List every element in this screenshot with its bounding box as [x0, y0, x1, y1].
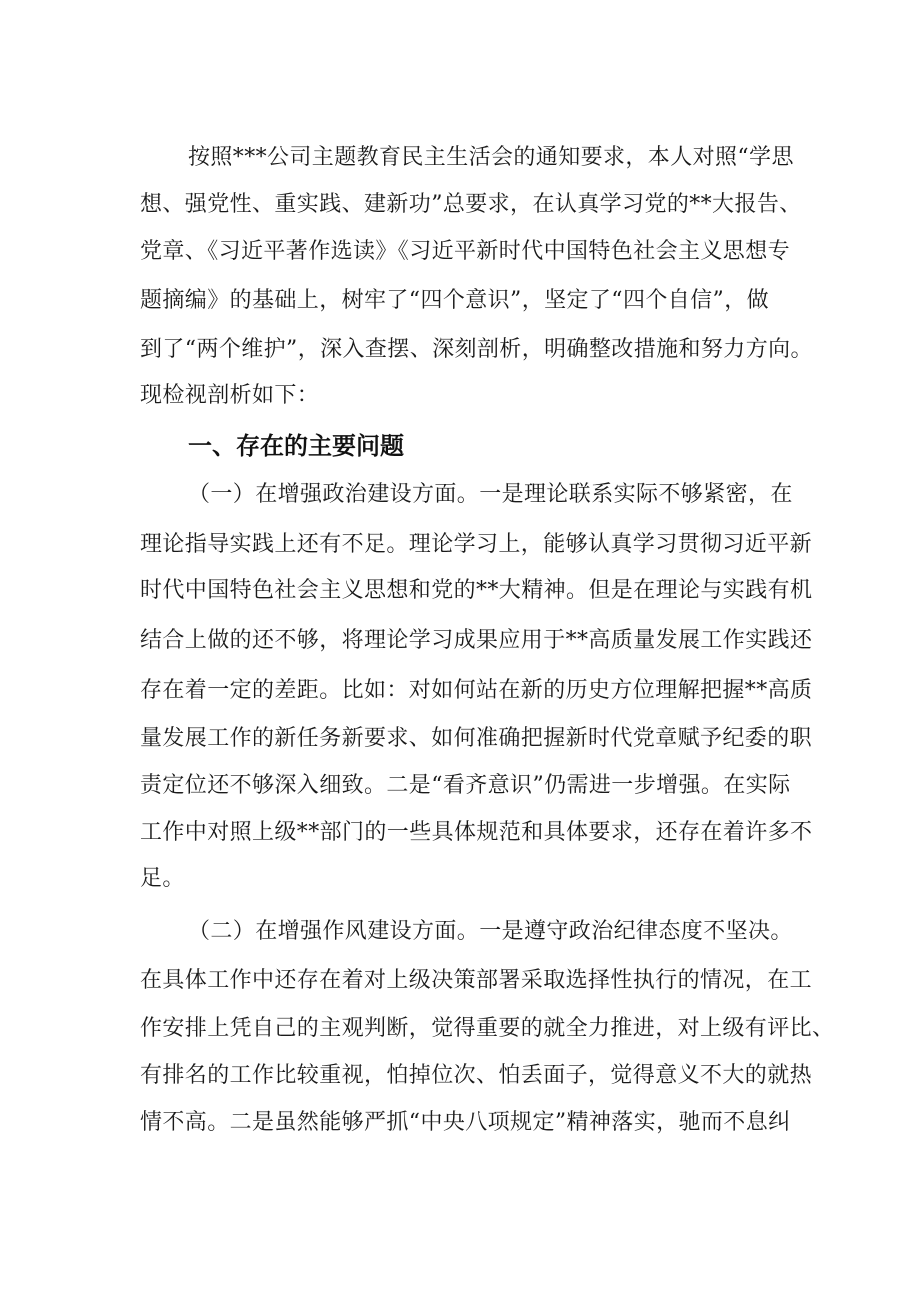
intro-line-3: 党章、《习近平著作选读》《习近平新时代中国特色社会主义思想专: [140, 239, 791, 264]
para2-line-3: 作安排上凭自己的主观判断，觉得重要的就全力推进，对上级有评比、: [140, 1016, 835, 1041]
para1-line-5: 存在着一定的差距。比如：对如何站在新的历史方位理解把握**高质: [140, 678, 813, 703]
section-heading: 一、存在的主要问题: [188, 432, 404, 460]
para2-line-2: 在具体工作中还存在着对上级决策部署采取选择性执行的情况，在工: [140, 968, 813, 993]
para1-line-7: 责定位还不够深入细致。二是“看齐意识”仍需进一步增强。在实际: [140, 773, 791, 798]
para1-line-4: 结合上做的还不够，将理论学习成果应用于**高质量发展工作实践还: [140, 628, 813, 653]
para1-line-2: 理论指导实践上还有不足。理论学习上，能够认真学习贯彻习近平新: [140, 532, 813, 557]
para2-line-4: 有排名的工作比较重视，怕掉位次、怕丢面子，觉得意义不大的就热: [140, 1063, 813, 1088]
para1-line-1: （一）在增强政治建设方面。一是理论联系实际不够紧密，在: [188, 482, 793, 507]
para2-line-1: （二）在增强作风建设方面。一是遵守政治纪律态度不坚决。: [188, 919, 793, 944]
para2-line-5: 情不高。二是虽然能够严抓“中央八项规定”精神落实，驰而不息纠: [140, 1110, 791, 1135]
para1-line-8: 工作中对照上级**部门的一些具体规范和具体要求，还存在着许多不: [140, 820, 813, 845]
para1-line-9: 足。: [140, 866, 185, 891]
intro-line-1: 按照***公司主题教育民主生活会的通知要求，本人对照“学思: [188, 145, 794, 170]
para1-line-3: 时代中国特色社会主义思想和党的**大精神。但是在理论与实践有机: [140, 578, 813, 603]
para1-line-6: 量发展工作的新任务新要求、如何准确把握新时代党章赋予纪委的职: [140, 726, 813, 751]
intro-line-5: 到了“两个维护”，深入查摆、深刻剖析，明确整改措施和努力方向。: [140, 337, 813, 362]
intro-line-4: 题摘编》的基础上，树牢了“四个意识”，坚定了“四个自信”，做: [140, 288, 769, 313]
intro-line-6: 现检视剖析如下：: [140, 383, 320, 408]
intro-line-2: 想、强党性、重实践、建新功”总要求，在认真学习党的**大报告、: [140, 192, 802, 217]
